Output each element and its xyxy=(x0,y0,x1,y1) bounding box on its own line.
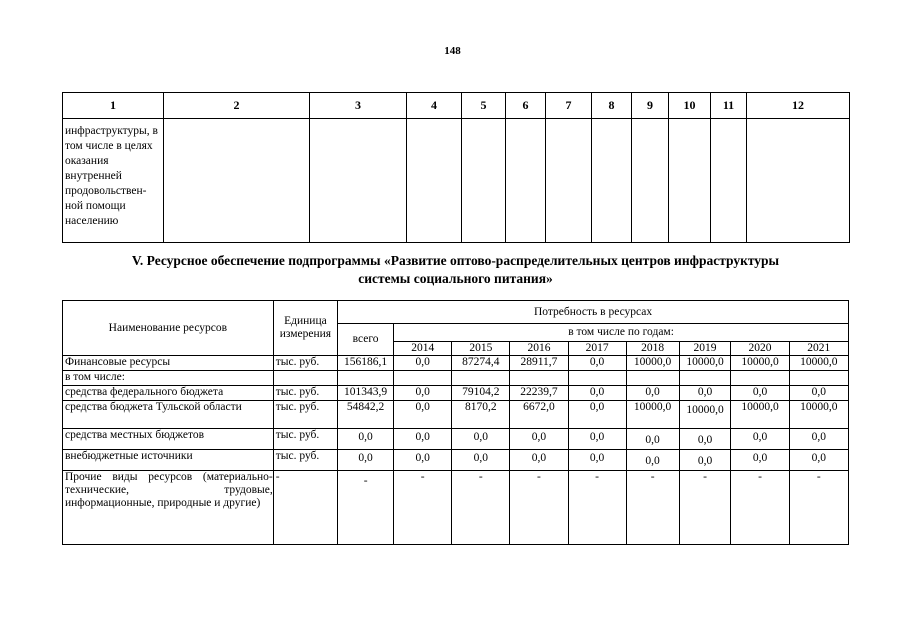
column-number-header: 2 xyxy=(164,93,310,119)
need-header: Потребность в ресурсах xyxy=(338,301,849,324)
table-row xyxy=(63,429,849,450)
resource-total: 156186,1 xyxy=(338,356,394,371)
year-header: 2018 xyxy=(626,342,679,356)
empty-cell xyxy=(632,119,669,243)
year-value: 0,0 xyxy=(394,401,452,429)
empty-cell xyxy=(462,119,506,243)
year-value: 10000,0 xyxy=(626,401,679,429)
year-value: 10000,0 xyxy=(731,356,789,371)
empty-cell xyxy=(592,119,632,243)
year-value: 0,0 xyxy=(626,429,679,450)
empty-cell xyxy=(747,119,850,243)
year-value: 0,0 xyxy=(789,386,848,401)
table-row xyxy=(63,356,849,371)
year-value: 6672,0 xyxy=(510,401,568,429)
resource-name: средства местных бюджетов xyxy=(63,429,274,450)
year-value: 10000,0 xyxy=(789,356,848,371)
column-number-header: 5 xyxy=(462,93,506,119)
column-number-header: 8 xyxy=(592,93,632,119)
column-number-header: 11 xyxy=(711,93,747,119)
year-value: 0,0 xyxy=(510,429,568,450)
year-value: - xyxy=(510,471,568,545)
year-value: 22239,7 xyxy=(510,386,568,401)
year-header: 2017 xyxy=(568,342,626,356)
year-value: 10000,0 xyxy=(679,356,731,371)
continuation-table-header-row xyxy=(63,93,850,119)
year-value: - xyxy=(568,471,626,545)
total-header: всего xyxy=(338,324,394,356)
year-value: 0,0 xyxy=(394,386,452,401)
year-value xyxy=(789,371,848,386)
table-row xyxy=(63,386,849,401)
year-value: - xyxy=(452,471,510,545)
year-value: 0,0 xyxy=(626,450,679,471)
year-value: 87274,4 xyxy=(452,356,510,371)
resource-unit: - xyxy=(273,471,337,545)
column-number-header: 3 xyxy=(310,93,407,119)
column-number-header: 10 xyxy=(669,93,711,119)
column-number-header: 7 xyxy=(546,93,592,119)
year-value xyxy=(510,371,568,386)
year-value: 10000,0 xyxy=(731,401,789,429)
year-value: 10000,0 xyxy=(789,401,848,429)
year-value: 10000,0 xyxy=(626,356,679,371)
year-value xyxy=(394,371,452,386)
resource-unit: тыс. руб. xyxy=(273,401,337,429)
resource-name: внебюджетные источники xyxy=(63,450,274,471)
year-value: 0,0 xyxy=(568,356,626,371)
resource-total: 0,0 xyxy=(338,429,394,450)
year-value xyxy=(679,371,731,386)
year-value: 79104,2 xyxy=(452,386,510,401)
year-value: 0,0 xyxy=(568,386,626,401)
year-value: 0,0 xyxy=(452,429,510,450)
resource-name: Финансовые ресурсы xyxy=(63,356,274,371)
year-value xyxy=(731,371,789,386)
year-value: 0,0 xyxy=(626,386,679,401)
year-value: 0,0 xyxy=(731,429,789,450)
empty-cell xyxy=(506,119,546,243)
table-row xyxy=(63,450,849,471)
resource-name-header: Наименование ресурсов xyxy=(63,301,274,356)
year-value: 0,0 xyxy=(789,450,848,471)
resource-total: 54842,2 xyxy=(338,401,394,429)
year-header: 2021 xyxy=(789,342,848,356)
resource-unit: тыс. руб. xyxy=(273,450,337,471)
by-years-header: в том числе по годам: xyxy=(394,324,849,342)
year-header: 2019 xyxy=(679,342,731,356)
resource-total xyxy=(338,371,394,386)
continuation-table-row xyxy=(63,119,850,243)
year-value: 0,0 xyxy=(394,450,452,471)
year-value: 0,0 xyxy=(452,450,510,471)
year-value: 0,0 xyxy=(679,429,731,450)
resource-name: средства федерального бюджета xyxy=(63,386,274,401)
resource-total: - xyxy=(338,471,394,545)
year-header: 2014 xyxy=(394,342,452,356)
table-row xyxy=(63,471,849,545)
year-value xyxy=(452,371,510,386)
year-value: 0,0 xyxy=(394,356,452,371)
year-header: 2016 xyxy=(510,342,568,356)
year-value: 0,0 xyxy=(568,429,626,450)
resource-name: средства бюджета Тульской области xyxy=(63,401,274,429)
table-row xyxy=(63,371,849,386)
year-value: 0,0 xyxy=(731,386,789,401)
year-header: 2020 xyxy=(731,342,789,356)
resource-total: 0,0 xyxy=(338,450,394,471)
empty-cell xyxy=(711,119,747,243)
column-number-header: 1 xyxy=(63,93,164,119)
section-title-line-2: системы социального питания» xyxy=(358,271,553,286)
year-value: 0,0 xyxy=(510,450,568,471)
year-value: 0,0 xyxy=(568,450,626,471)
resource-name: Прочие виды ресурсов (материально-технические, трудовые, информационные, природные и другие) xyxy=(63,471,274,545)
continuation-table xyxy=(62,92,850,243)
resource-unit: тыс. руб. xyxy=(273,386,337,401)
year-value: 0,0 xyxy=(679,386,731,401)
page-number: 148 xyxy=(444,45,461,57)
year-header: 2015 xyxy=(452,342,510,356)
year-value: 0,0 xyxy=(679,450,731,471)
resource-unit: тыс. руб. xyxy=(273,356,337,371)
empty-cell xyxy=(310,119,407,243)
year-value: 28911,7 xyxy=(510,356,568,371)
empty-cell xyxy=(407,119,462,243)
year-value: - xyxy=(626,471,679,545)
resource-unit: тыс. руб. xyxy=(273,429,337,450)
year-value xyxy=(626,371,679,386)
section-title-line-1: V. Ресурсное обеспечение подпрограммы «Развитие оптово-распределительных центров инфраструктуры xyxy=(131,253,780,268)
empty-cell xyxy=(546,119,592,243)
year-value: 0,0 xyxy=(568,401,626,429)
column-number-header: 9 xyxy=(632,93,669,119)
year-value: 0,0 xyxy=(789,429,848,450)
year-value: - xyxy=(789,471,848,545)
year-value: 8170,2 xyxy=(452,401,510,429)
year-value: 10000,0 xyxy=(679,401,731,429)
resource-table-header-row-1 xyxy=(63,301,849,324)
section-title xyxy=(62,252,849,288)
year-value: 0,0 xyxy=(394,429,452,450)
table-row xyxy=(63,401,849,429)
unit-header: Единица измерения xyxy=(273,301,337,356)
year-value: - xyxy=(731,471,789,545)
empty-cell xyxy=(164,119,310,243)
resource-total: 101343,9 xyxy=(338,386,394,401)
resource-unit xyxy=(273,371,337,386)
year-value: - xyxy=(394,471,452,545)
resource-name: в том числе: xyxy=(63,371,274,386)
column-number-header: 6 xyxy=(506,93,546,119)
year-value xyxy=(568,371,626,386)
year-value: - xyxy=(679,471,731,545)
resource-table xyxy=(62,300,849,545)
column-number-header: 4 xyxy=(407,93,462,119)
column-number-header: 12 xyxy=(747,93,850,119)
empty-cell xyxy=(669,119,711,243)
year-value: 0,0 xyxy=(731,450,789,471)
row-description: инфраструктуры, в том числе в целях оказания внутренней продовольствен-ной помощи населению xyxy=(63,119,164,243)
